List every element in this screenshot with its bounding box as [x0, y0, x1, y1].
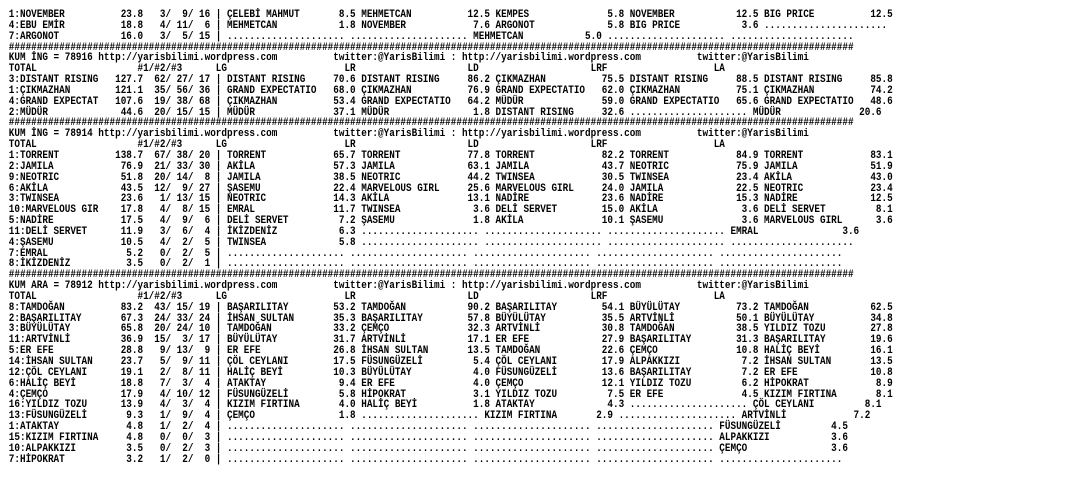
- race-row: 10:MARVELOUS GIR 17.8 4/ 8/ 15 | EMRAL 11.7 TWINSEA 3.6 DELİ SERVET 15.0 AKİLA 3.6 DELİ SERVET 8.1: [8, 204, 893, 217]
- race-row: 9:NEOTRIC 51.8 20/ 14/ 8 | JAMILA 38.5 NEOTRIC 44.2 TWINSEA 30.5 TWINSEA 23.4 AKİLA 43.0: [8, 171, 893, 184]
- race-header: KUM ARA = 78912 http://yarisbilimi.wordpress.com twitter:@YarisBilimi : http://yarisbilimi.wordpress.com twitter:@YarisBilimi: [8, 280, 809, 293]
- column-headers: TOTAL #1/#2/#3 LG LR LD LRF LA: [8, 139, 725, 152]
- column-headers: TOTAL #1/#2/#3 LG LR LD LRF LA: [8, 63, 725, 76]
- race-row: 5:ER EFE 28.8 9/ 13/ 9 | ER EFE 26.8 İHSAN SULTAN 13.5 TAMDOĞAN 22.6 ÇEMÇO 10.8 HALİÇ BEYİ 16.1: [8, 345, 893, 358]
- race-header: KUM İNG = 78916 http://yarisbilimi.wordpress.com twitter:@YarisBilimi : http://yarisbilimi.wordpress.com twitter:@YarisBilimi: [8, 52, 809, 65]
- race-row: 7:EMRAL 5.2 0/ 2/ 5 | ..................... ..................... ..................... ..................... ......................: [8, 247, 843, 260]
- race-row: 4:EBU EMİR 18.8 4/ 11/ 6 | MEHMETCAN 1.8 NOVEMBER 7.6 ARGONOT 5.8 BIG PRICE 3.6 ......................: [8, 19, 888, 32]
- column-headers: TOTAL #1/#2/#3 LG LR LD LRF LA: [8, 290, 725, 303]
- race-row: 14:İHSAN SULTAN 23.7 5/ 9/ 11 | ÇÖL CEYLANI 17.5 FÜSUNGÜZELİ 5.4 ÇÖL CEYLANI 17.9 ALPAKKIZI 7.2 İHSAN SULTAN 13.5: [8, 356, 893, 368]
- race-row: 2:MÜDÜR 44.6 20/ 15/ 15 | MÜDÜR 37.1 MÜDÜR 1.8 DISTANT RISING 32.6 ..................... MÜDÜR 20.6: [8, 106, 882, 119]
- race-row: 12:ÇÖL CEYLANI 19.1 2/ 8/ 11 | HALİÇ BEYİ 10.3 BÜYÜLÜTAY 4.0 FÜSUNGÜZELİ 13.6 BAŞARILITAY 7.2 ER EFE 10.8: [8, 366, 893, 379]
- race-row: 4:ŞASEMU 10.5 4/ 2/ 5 | TWINSEA 5.8 ..................... ..................... ..................... ......................: [8, 236, 854, 249]
- separator-line: #######################################################################################################################################################: [8, 269, 854, 282]
- separator-line: #######################################################################################################################################################: [8, 117, 854, 130]
- race-row: 6:AKİLA 43.5 12/ 9/ 27 | ŞASEMU 22.4 MARVELOUS GIRL 25.6 MARVELOUS GIRL 24.0 JAMILA 22.5 NEOTRIC 23.4: [8, 182, 893, 195]
- race-row: 2:JAMILA 76.9 21/ 33/ 30 | AKİLA 57.3 JAMILA 63.1 JAMILA 43.7 NEOTRIC 75.9 JAMILA 51.9: [8, 160, 893, 173]
- race-row: 11:ARTVİNLİ 36.9 15/ 3/ 17 | BÜYÜLÜTAY 31.7 ARTVİNLİ 17.1 ER EFE 27.9 BAŞARILITAY 31.3 BAŞARILITAY 19.6: [8, 334, 893, 347]
- race-row: 2:BAŞARILITAY 67.3 24/ 33/ 24 | İHSAN SULTAN 35.3 BAŞARILITAY 57.8 BÜYÜLÜTAY 35.5 ARTVİNLİ 50.1 BÜYÜLÜTAY 34.8: [8, 312, 893, 325]
- race-row: 1:ÇIKMAZHAN 121.1 35/ 56/ 36 | GRAND EXPECTATIO 68.0 ÇIKMAZHAN 76.9 GRAND EXPECTATIO 62.0 ÇIKMAZHAN 75.1 ÇIKMAZHAN 74.2: [8, 84, 893, 97]
- race-row: 1:NOVEMBER 23.8 3/ 9/ 16 | ÇELEBİ MAHMUT 8.5 MEHMETCAN 12.5 KEMPES 5.8 NOVEMBER 12.5 BIG PRICE 12.5: [8, 9, 893, 21]
- separator-line: #######################################################################################################################################################: [8, 41, 854, 54]
- race-header: KUM İNG = 78914 http://yarisbilimi.wordpress.com twitter:@YarisBilimi : http://yarisbilimi.wordpress.com twitter:@YarisBilimi: [8, 128, 809, 141]
- race-row: 6:HALİÇ BEYİ 18.8 7/ 3/ 4 | ATAKTAY 9.4 ER EFE 4.0 ÇEMÇO 12.1 YILDIZ TOZU 6.2 HİPOKRAT 8.9: [8, 377, 893, 390]
- race-row: 1:TORRENT 138.7 67/ 38/ 20 | TORRENT 65.7 TORRENT 77.8 TORRENT 82.2 TORRENT 84.9 TORRENT 83.1: [8, 149, 893, 162]
- race-row: 3:DISTANT RISING 127.7 62/ 27/ 17 | DISTANT RISING 70.6 DISTANT RISING 86.2 ÇIKMAZHAN 75.5 DISTANT RISING 88.5 DISTANT RISING 85.8: [8, 74, 893, 87]
- race-row: 8:İKİZDENİZ 3.5 0/ 2/ 1 | ..................... ..................... ..................... ..................... ......................: [8, 258, 843, 271]
- race-row: 8:TAMDOĞAN 83.2 43/ 15/ 19 | BAŞARILITAY 53.2 TAMDOĞAN 90.2 BAŞARILITAY 54.1 BÜYÜLÜTAY 73.2 TAMDOĞAN 62.5: [8, 301, 893, 314]
- race-row: 4:ÇEMÇO 17.9 4/ 10/ 12 | FÜSUNGÜZELİ 5.8 HİPOKRAT 3.1 YILDIZ TOZU 7.5 ER EFE 4.5 KIZIM FIRTINA 8.1: [8, 388, 893, 401]
- race-row: 13:FÜSUNGÜZELİ 9.3 1/ 9/ 4 | ÇEMÇO 1.8 ..................... KIZIM FIRTINA 2.9 ..................... ARTVİNLİ 7.2: [8, 410, 871, 423]
- race-row: 3:BÜYÜLÜTAY 65.8 20/ 24/ 10 | TAMDOĞAN 33.2 ÇEMÇO 32.3 ARTVİNLİ 30.8 TAMDOĞAN 38.5 YILDIZ TOZU 27.8: [8, 323, 893, 336]
- race-row: 16:YILDIZ TOZU 13.9 4/ 3/ 4 | KIZIM FIRTINA 4.0 HALİÇ BEYİ 1.8 ATAKTAY 4.3 ..................... ÇÖL CEYLANI 8.1: [8, 399, 882, 412]
- race-row: 15:KIZIM FIRTINA 4.8 0/ 0/ 3 | ..................... ..................... ..................... ..................... ALPAKKIZI 3.6: [8, 431, 848, 444]
- race-row: 7:ARGONOT 16.0 3/ 5/ 15 | ..................... ..................... MEHMETCAN 5.0 ..................... ......................: [8, 30, 854, 43]
- race-row: 10:ALPAKKIZI 3.5 0/ 2/ 3 | ..................... ..................... ..................... ..................... ÇEMÇO 3.6: [8, 442, 848, 455]
- race-row: 11:DELİ SERVET 11.9 3/ 6/ 4 | İKİZDENİZ 6.3 ..................... ..................... ..................... EMRAL 3.6: [8, 225, 860, 238]
- race-row: 4:GRAND EXPECTAT 107.6 19/ 38/ 68 | ÇIKMAZHAN 53.4 GRAND EXPECTATIO 64.2 MÜDÜR 59.0 GRAND EXPECTATIO 65.6 GRAND EXPECTATIO 48.6: [8, 95, 893, 108]
- race-row: 5:NADİRE 17.5 4/ 9/ 6 | DELİ SERVET 7.2 ŞASEMU 1.8 AKİLA 10.1 ŞASEMU 3.6 MARVELOUS GIRL 3.6: [8, 215, 893, 228]
- race-row: 1:ATAKTAY 4.8 1/ 2/ 4 | ..................... ..................... ..................... ..................... FÜSUNGÜZELİ 4.5: [8, 421, 848, 434]
- race-row: 7:HİPOKRAT 3.2 1/ 2/ 0 | ..................... ..................... ..................... ..................... ......................: [8, 453, 843, 466]
- race-row: 3:TWINSEA 23.6 1/ 13/ 15 | NEOTRIC 14.3 AKİLA 13.1 NADİRE 23.6 NADİRE 15.3 NADİRE 12.5: [8, 193, 893, 206]
